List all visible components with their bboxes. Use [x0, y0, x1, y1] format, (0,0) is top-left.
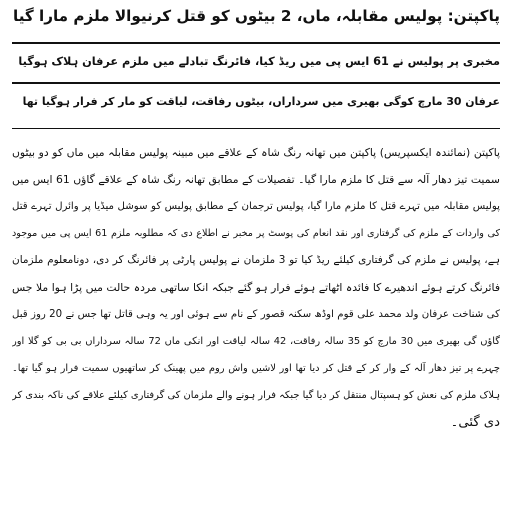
body-line: گاؤں گی بھیری میں 30 مارچ کو 35 سالہ رفاقت، 42 سالہ لیاقت اور انکی ماں 72 سالہ سرداراں بی بی کو گلا اور: [12, 336, 500, 347]
headline-main: پاکپتن: پولیس مقابلہ، ماں، 2 بیٹوں کو قتل کرنیوالا ملزم مارا گیا: [13, 7, 500, 25]
headline-sub-2: عرفان 30 مارچ کوگی بھیری میں سرداراں، بیٹوں رفاقت، لیاقت کو مار کر فرار ہوگیا تھا: [22, 95, 500, 108]
body-line: فائرنگ کرتے ہوئے اندھیرے کا فائدہ اٹھاتے ہوئے فرار ہو گئے جبکہ انکا ساتھی مردہ حالت میں پڑا ہوا ملا جس: [12, 281, 500, 294]
headline-sub-1: مخبری پر پولیس نے 61 ایس پی میں ریڈ کیا، فائرنگ تبادلے میں ملزم عرفان ہلاک ہوگیا: [18, 55, 500, 68]
article-body: [12, 139, 500, 436]
body-line: چہرے پر تیز دھار آلہ کے وار کر کے قتل کر دیا تھا اور لاشیں واش روم میں پھینک کر ساتھیوں سمیت فرار ہو گیا تھا۔: [12, 363, 500, 374]
body-line: کی واردات کے ملزم کی گرفتاری اور نقد انعام کی پوسٹ پر مخبر نے اطلاع دی کہ مطلوبہ ملزم 61 ایس پی میں موجود: [12, 228, 500, 239]
body-line: ہے، پولیس نے ملزم کی گرفتاری کیلئے ریڈ کیا تو 3 ملزمان نے پولیس پارٹی پر فائرنگ کر دی، دونامعلوم ملزمان: [12, 254, 500, 266]
body-line-last: دی گئی۔: [450, 415, 500, 430]
headline-divider-3: [12, 128, 500, 129]
body-line: پاکپتن (نمائندہ ایکسپریس) پاکپتن میں تھانہ رنگ شاہ کے علاقے میں مبینہ پولیس مقابلہ میں ماں کو دو بیٹوں: [12, 146, 500, 159]
body-line: سمیت تیز دھار آلہ سے قتل کا ملزم مارا گیا۔ تفصیلات کے مطابق تھانہ رنگ شاہ کے علاقے گاؤں 61 ایس میں: [12, 173, 500, 186]
body-line: کی شناخت عرفان ولد محمد علی قوم اوڈھ سکنہ قصور کے نام سے ہوئی اور یہ وہی قاتل تھا جس نے 20 روز قبل: [12, 309, 500, 320]
body-line: ہلاک ملزم کی نعش کو ہسپتال منتقل کر دیا گیا جبکہ فرار ہونے والے ملزمان کی گرفتاری کیلئے علاقے کی ناکہ بندی کر: [12, 390, 500, 401]
body-line: پولیس مقابلہ میں تہرے قتل کا ملزم مارا گیا، پولیس ترجمان کے مطابق پولیس کو سوشل میڈیا پر وائرل تہرے قتل: [12, 201, 500, 212]
